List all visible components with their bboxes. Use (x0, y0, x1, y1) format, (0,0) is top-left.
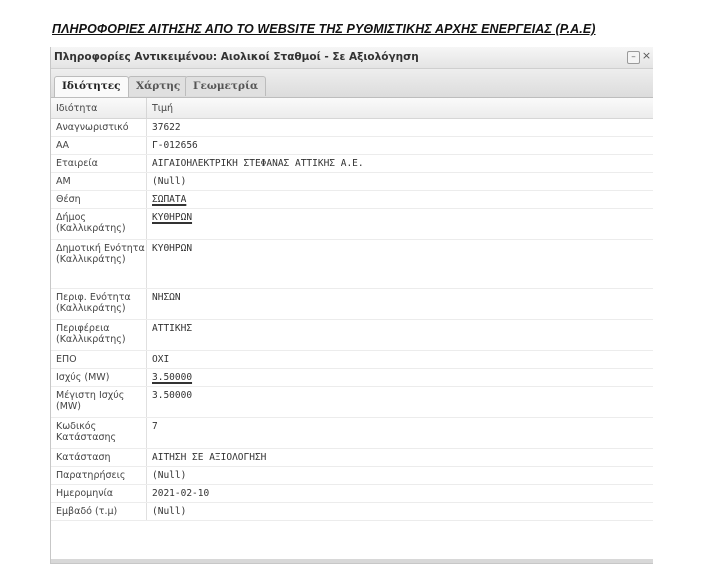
table-row (51, 240, 653, 289)
property-label: Κατάσταση (51, 449, 147, 467)
window-title: Πληροφορίες Αντικειμένου: Αιολικοί Σταθμοί - Σε Αξιολόγηση (54, 51, 419, 63)
window-titlebar[interactable] (51, 47, 653, 69)
property-label: Εταιρεία (51, 155, 147, 173)
property-value (147, 191, 654, 209)
property-value: ΚΥΘΗΡΩΝ (147, 240, 654, 289)
table-row (51, 320, 653, 351)
table-row (51, 467, 653, 485)
table-row (51, 351, 653, 369)
table-row (51, 449, 653, 467)
property-value: 3.50000 (147, 387, 654, 418)
property-label: ΕΠΟ (51, 351, 147, 369)
property-label: Περιφ. Ενότητα (Καλλικράτης) (51, 289, 147, 320)
table-row (51, 485, 653, 503)
underlined-value: ΣΩΠΑΤΑ (152, 194, 187, 205)
underlined-value: 3.50000 (152, 372, 193, 383)
property-label: Αναγνωριστικό (51, 119, 147, 137)
property-value (147, 209, 654, 240)
property-value: ΑΙΤΗΣΗ ΣΕ ΑΞΙΟΛΟΓΗΣΗ (147, 449, 654, 467)
table-row (51, 289, 653, 320)
table-row (51, 173, 653, 191)
property-value: (Null) (147, 467, 654, 485)
property-label: Δήμος (Καλλικράτης) (51, 209, 147, 240)
property-label: Περιφέρεια (Καλλικράτης) (51, 320, 147, 351)
property-value: (Null) (147, 173, 654, 191)
table-row (51, 119, 653, 137)
property-label: ΑΑ (51, 137, 147, 155)
property-value: 2021-02-10 (147, 485, 654, 503)
property-label: Εμβαδό (τ.μ) (51, 503, 147, 521)
properties-table (51, 98, 653, 521)
property-label: Κωδικός Κατάστασης (51, 418, 147, 449)
table-header-row (51, 98, 653, 119)
property-label: Ισχύς (MW) (51, 369, 147, 387)
tab-map[interactable]: Χάρτης (128, 76, 188, 96)
table-row (51, 191, 653, 209)
property-value: 37622 (147, 119, 654, 137)
property-label: Μέγιστη Ισχύς (MW) (51, 387, 147, 418)
underlined-value: ΚΥΘΗΡΩΝ (152, 212, 193, 223)
table-row (51, 137, 653, 155)
table-row (51, 209, 653, 240)
table-row (51, 418, 653, 449)
property-label: ΑΜ (51, 173, 147, 191)
window-bottom-bar (51, 559, 653, 563)
property-label: Παρατηρήσεις (51, 467, 147, 485)
tab-bar (51, 69, 653, 98)
property-value: ΟΧΙ (147, 351, 654, 369)
property-label: Θέση (51, 191, 147, 209)
table-row (51, 369, 653, 387)
table-row (51, 155, 653, 173)
table-row (51, 503, 653, 521)
property-value (147, 369, 654, 387)
column-header-property[interactable]: Ιδιότητα (51, 98, 147, 119)
document-title: ΠΛΗΡΟΦΟΡΙΕΣ ΑΙΤΗΣΗΣ ΑΠΟ ΤΟ WEBSITE ΤΗΣ ΡΥΘΜΙΣΤΙΚΗΣ ΑΡΧΗΣ ΕΝΕΡΓΕΙΑΣ (Ρ.Α.Ε) (52, 22, 596, 36)
tab-geometry[interactable]: Γεωμετρία (185, 76, 266, 96)
table-row (51, 387, 653, 418)
object-info-window (50, 47, 653, 564)
minimize-icon[interactable]: – (627, 51, 640, 64)
property-value: (Null) (147, 503, 654, 521)
property-value: ΑΙΓΑΙΟΗΛΕΚΤΡΙΚΗ ΣΤΕΦΑΝΑΣ ΑΤΤΙΚΗΣ Α.Ε. (147, 155, 654, 173)
property-label: Ημερομηνία (51, 485, 147, 503)
property-value: ΝΗΣΩΝ (147, 289, 654, 320)
property-value: 7 (147, 418, 654, 449)
property-label: Δημοτική Ενότητα (Καλλικράτης) (51, 240, 147, 289)
property-value: Γ-012656 (147, 137, 654, 155)
column-header-value[interactable]: Τιμή (147, 98, 654, 119)
property-value: ΑΤΤΙΚΗΣ (147, 320, 654, 351)
close-icon[interactable]: × (641, 49, 652, 62)
tab-properties[interactable]: Ιδιότητες (54, 76, 129, 97)
